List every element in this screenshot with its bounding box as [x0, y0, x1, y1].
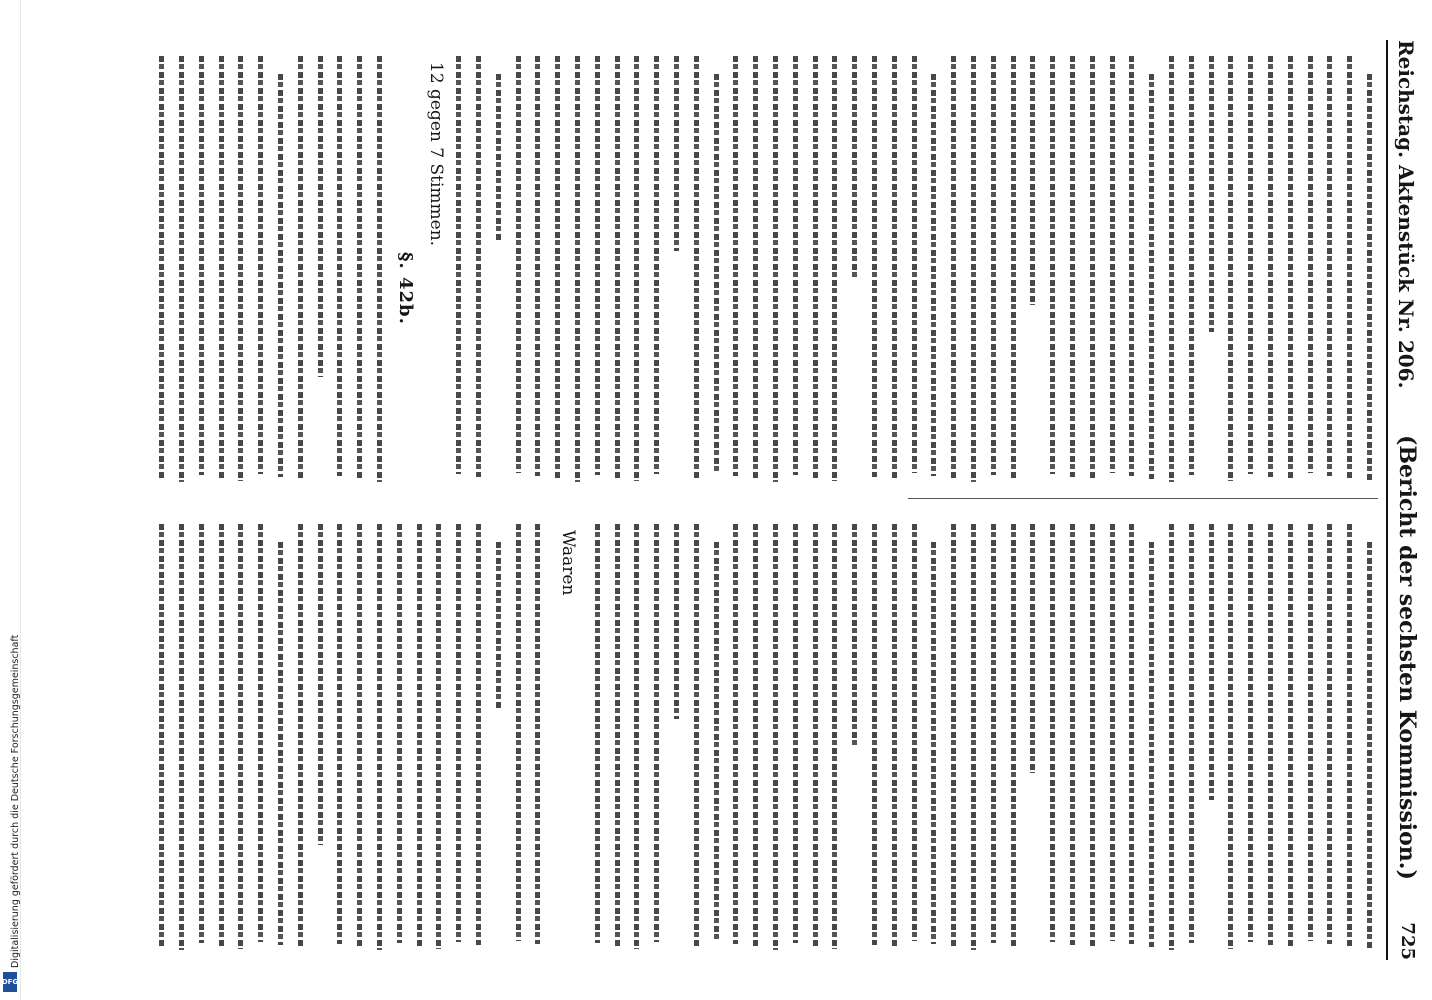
header-subtitle: (Bericht der sechsten Kommission.) [1394, 435, 1420, 880]
text-line [219, 524, 224, 946]
text-line [278, 74, 283, 477]
text-line [912, 56, 917, 473]
text-line [595, 56, 600, 475]
page-number: 725 [1397, 922, 1418, 960]
text-line [654, 56, 659, 474]
text-line [1129, 524, 1134, 944]
text-line [456, 56, 461, 474]
text-line [159, 524, 164, 947]
text-line [417, 524, 422, 946]
text-line [1367, 74, 1372, 482]
text-line [1228, 524, 1233, 949]
text-line [1110, 524, 1115, 941]
text-line [1189, 524, 1194, 943]
text-line [535, 524, 540, 944]
text-line [1030, 56, 1035, 305]
text-column-right [38, 520, 1378, 960]
section-heading: §. 42b. [395, 252, 416, 325]
text-line [793, 56, 798, 475]
text-line [793, 524, 798, 943]
text-line [852, 56, 857, 278]
text-line [357, 56, 362, 479]
text-line [714, 74, 719, 473]
text-line [1090, 524, 1095, 948]
text-line [1129, 56, 1134, 476]
text-line [298, 524, 303, 948]
text-line [238, 56, 243, 481]
text-line [436, 524, 441, 949]
text-line [318, 524, 323, 845]
text-line [535, 56, 540, 476]
text-line [1169, 524, 1174, 950]
text-line [1189, 56, 1194, 475]
text-line [496, 542, 501, 710]
text-line [1209, 524, 1214, 800]
text-line [555, 56, 560, 479]
text-line [813, 524, 818, 946]
text-line [615, 524, 620, 946]
text-line [456, 524, 461, 942]
text-line [1050, 524, 1055, 942]
text-line [714, 542, 719, 941]
text-line [1248, 524, 1253, 942]
text-line [892, 524, 897, 948]
text-line [159, 56, 164, 479]
text-line [278, 542, 283, 945]
text-line [813, 56, 818, 478]
text-line [476, 56, 481, 477]
text-line [654, 524, 659, 942]
text-line [199, 56, 204, 475]
text-line [397, 524, 402, 943]
text-line [912, 524, 917, 941]
text-line [1209, 56, 1214, 332]
text-line [1268, 56, 1273, 477]
text-line [476, 524, 481, 945]
header-rule [1386, 40, 1388, 960]
text-line [1367, 542, 1372, 950]
digitization-note: Digitalisierung gefördert durch die Deutsche Forschungsgemeinschaft [10, 634, 21, 968]
text-line [1149, 542, 1154, 947]
text-line [357, 524, 362, 947]
text-line [179, 56, 184, 482]
text-line [1308, 524, 1313, 941]
text-line [1347, 524, 1352, 947]
text-line [634, 524, 639, 949]
text-line [773, 56, 778, 482]
running-header [1388, 40, 1418, 960]
text-line [674, 524, 679, 719]
text-line [377, 56, 382, 482]
text-line [575, 56, 580, 482]
text-line [1070, 56, 1075, 477]
vote-result: 12 gegen 7 Stimmen. [426, 62, 446, 247]
quoted-word: Waaren [558, 530, 578, 596]
text-line [1090, 56, 1095, 480]
text-line [931, 542, 936, 944]
text-line [238, 524, 243, 949]
text-line [1011, 524, 1016, 946]
text-line [1070, 524, 1075, 945]
text-line [832, 56, 837, 481]
text-line [1050, 56, 1055, 474]
text-line [951, 56, 956, 479]
text-line [258, 56, 263, 474]
text-line [991, 524, 996, 943]
text-line [199, 524, 204, 943]
text-line [1288, 524, 1293, 948]
text-line [674, 56, 679, 251]
text-line [971, 56, 976, 482]
text-line [892, 56, 897, 480]
text-line [872, 56, 877, 477]
text-line [694, 524, 699, 948]
text-line [951, 524, 956, 947]
header-title: Reichstag. Aktenstück Nr. 206. [1394, 40, 1418, 389]
text-line [516, 524, 521, 941]
text-column-left [38, 52, 1378, 492]
text-line [337, 524, 342, 944]
text-line [872, 524, 877, 945]
text-line [931, 74, 936, 476]
text-line [615, 56, 620, 478]
text-line [516, 56, 521, 473]
text-line [753, 56, 758, 479]
dfg-logo-icon: DFG [3, 972, 17, 992]
text-line [1030, 524, 1035, 773]
text-line [1347, 56, 1352, 479]
text-line [634, 56, 639, 481]
text-line [1149, 74, 1154, 479]
text-line [1110, 56, 1115, 473]
text-line [1169, 56, 1174, 482]
scanned-page [22, 0, 1432, 1000]
text-line [971, 524, 976, 950]
text-line [595, 524, 600, 943]
text-line [179, 524, 184, 950]
text-line [318, 56, 323, 377]
text-line [991, 56, 996, 475]
text-line [337, 56, 342, 476]
column-divider [908, 498, 1378, 499]
text-line [694, 56, 699, 480]
text-line [773, 524, 778, 950]
text-line [377, 524, 382, 950]
text-line [852, 524, 857, 746]
text-line [1248, 56, 1253, 474]
text-line [733, 56, 738, 476]
digitization-strip [0, 0, 21, 1000]
text-line [733, 524, 738, 944]
text-line [219, 56, 224, 478]
text-line [496, 74, 501, 242]
text-line [1011, 56, 1016, 478]
text-line [1228, 56, 1233, 481]
text-line [1327, 524, 1332, 944]
text-line [832, 524, 837, 949]
text-line [1308, 56, 1313, 473]
text-line [1288, 56, 1293, 480]
text-line [753, 524, 758, 947]
text-line [1268, 524, 1273, 945]
text-line [1327, 56, 1332, 476]
text-line [298, 56, 303, 480]
text-line [258, 524, 263, 942]
